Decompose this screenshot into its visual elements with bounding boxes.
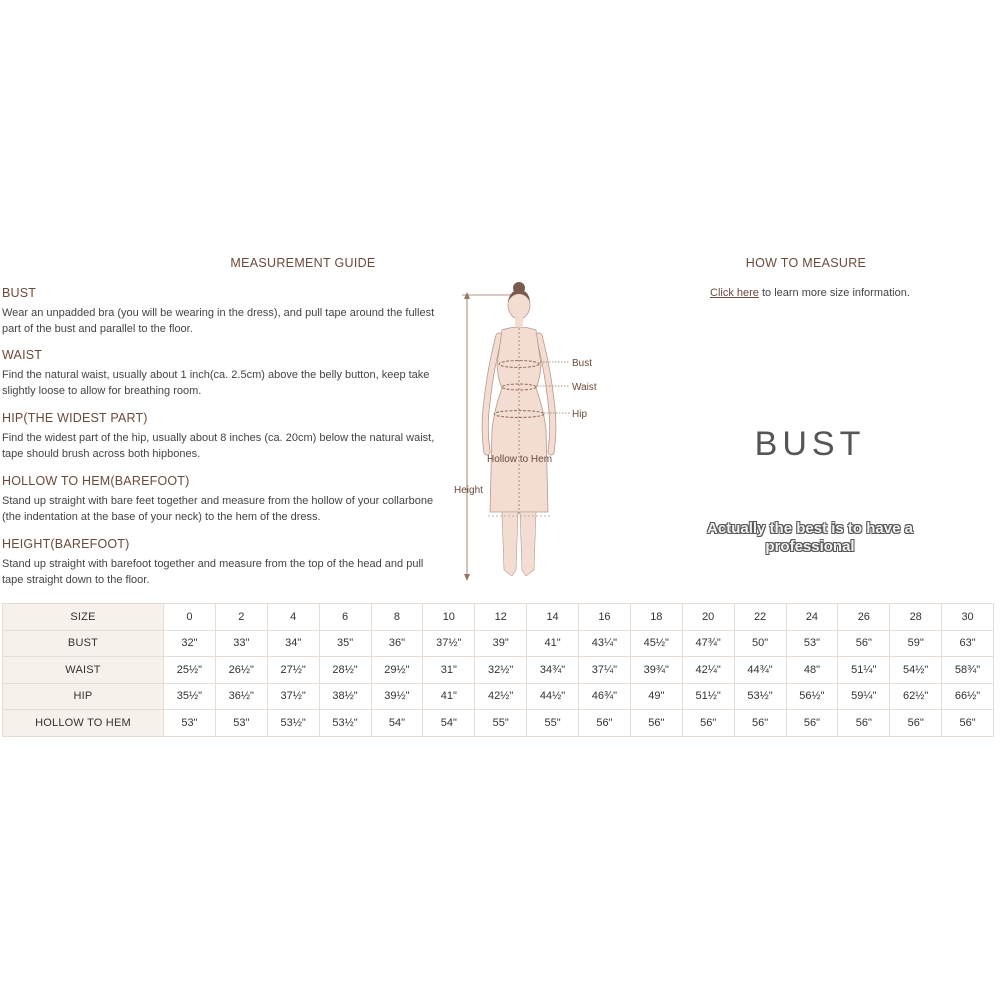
table-cell: 32½" (475, 657, 527, 684)
table-cell: 29½" (371, 657, 423, 684)
table-cell: 63" (942, 630, 994, 657)
table-cell: 36" (371, 630, 423, 657)
table-cell: 66½" (942, 683, 994, 710)
table-cell: 58¾" (942, 657, 994, 684)
guide-heading-waist: WAIST (2, 348, 43, 362)
table-cell: 54½" (890, 657, 942, 684)
table-cell: 48" (786, 657, 838, 684)
table-cell: 46¾" (579, 683, 631, 710)
table-cell: 24 (786, 604, 838, 631)
video-caption-word: BUST (754, 425, 866, 463)
table-cell: 39¾" (630, 657, 682, 684)
figure-label-hip: Hip (572, 409, 588, 420)
table-cell: 39" (475, 630, 527, 657)
guide-heading-hollow-to-hem: HOLLOW TO HEM(BAREFOOT) (2, 474, 190, 488)
table-cell: 49" (630, 683, 682, 710)
table-row-header: SIZE (3, 604, 164, 631)
how-to-measure-text (710, 287, 910, 299)
table-row-header: BUST (3, 630, 164, 657)
guide-heading-hip: HIP(THE WIDEST PART) (2, 411, 148, 425)
guide-section-height (2, 537, 447, 588)
table-cell: 47¾" (682, 630, 734, 657)
table-cell: 55" (527, 710, 579, 737)
table-cell: 37½" (267, 683, 319, 710)
table-cell: 56" (682, 710, 734, 737)
guide-heading-bust: BUST (2, 286, 37, 300)
table-row-header: WAIST (3, 657, 164, 684)
table-cell: 56" (838, 710, 890, 737)
table-cell: 42¼" (682, 657, 734, 684)
table-cell: 2 (215, 604, 267, 631)
figure-label-bust: Bust (572, 358, 593, 369)
table-cell: 54" (423, 710, 475, 737)
table-row (3, 683, 994, 710)
table-cell: 53½" (319, 710, 371, 737)
table-cell: 53" (164, 710, 216, 737)
guide-text-waist: Find the natural waist, usually about 1 inch(ca. 2.5cm) above the belly button, keep take slightly loose to allow for breathing room. (2, 369, 430, 397)
guide-text-hollow-to-hem: Stand up straight with bare feet together and measure from the hollow of your collarbone (the indentation at the base of your neck) to the hem of the dress. (2, 495, 434, 523)
table-cell: 8 (371, 604, 423, 631)
table-cell: 56½" (786, 683, 838, 710)
table-cell: 53" (215, 710, 267, 737)
table-cell: 53½" (267, 710, 319, 737)
table-cell: 20 (682, 604, 734, 631)
table-cell: 22 (734, 604, 786, 631)
table-cell: 56" (630, 710, 682, 737)
table-cell: 53½" (734, 683, 786, 710)
table-row (3, 604, 994, 631)
table-cell: 35" (319, 630, 371, 657)
table-cell: 41" (527, 630, 579, 657)
table-cell: 18 (630, 604, 682, 631)
figure-label-waist: Waist (572, 382, 597, 393)
table-cell: 27½" (267, 657, 319, 684)
table-row-header: HIP (3, 683, 164, 710)
table-row-header: HOLLOW TO HEM (3, 710, 164, 737)
measurement-guide-title: MEASUREMENT GUIDE (230, 256, 376, 270)
table-cell: 6 (319, 604, 371, 631)
figure-label-hollow-to-hem: Hollow to Hem (487, 454, 553, 465)
table-cell: 31" (423, 657, 475, 684)
guide-section-waist (2, 348, 447, 399)
table-cell: 26½" (215, 657, 267, 684)
table-cell: 37½" (423, 630, 475, 657)
table-cell: 35½" (164, 683, 216, 710)
table-cell: 56" (734, 710, 786, 737)
table-cell: 10 (423, 604, 475, 631)
table-cell: 32" (164, 630, 216, 657)
table-cell: 59" (890, 630, 942, 657)
table-cell: 43¼" (579, 630, 631, 657)
table-cell: 12 (475, 604, 527, 631)
size-chart-table (2, 603, 994, 737)
table-cell: 51¼" (838, 657, 890, 684)
table-row (3, 657, 994, 684)
guide-text-bust: Wear an unpadded bra (you will be wearing in the dress), and pull tape around the fullest part of the bust and parallel to the floor. (2, 307, 435, 335)
table-cell: 26 (838, 604, 890, 631)
table-cell: 45½" (630, 630, 682, 657)
table-row (3, 710, 994, 737)
table-cell: 33" (215, 630, 267, 657)
table-cell: 34¾" (527, 657, 579, 684)
table-cell: 56" (942, 710, 994, 737)
table-cell: 16 (579, 604, 631, 631)
guide-section-hollow-to-hem (2, 474, 447, 525)
table-cell: 41" (423, 683, 475, 710)
table-row (3, 630, 994, 657)
guide-text-height: Stand up straight with barefoot together and measure from the top of the head and pull tape straight down to the floor. (2, 558, 424, 586)
guide-section-bust (2, 286, 447, 337)
table-cell: 56" (786, 710, 838, 737)
table-cell: 34" (267, 630, 319, 657)
table-cell: 44¾" (734, 657, 786, 684)
table-cell: 51½" (682, 683, 734, 710)
measurement-figure (440, 280, 630, 590)
how-to-measure-suffix: to learn more size information. (758, 287, 910, 299)
table-cell: 38½" (319, 683, 371, 710)
table-cell: 4 (267, 604, 319, 631)
table-cell: 37¼" (579, 657, 631, 684)
table-cell: 56" (890, 710, 942, 737)
table-cell: 25½" (164, 657, 216, 684)
click-here-link[interactable]: Click here (710, 287, 759, 299)
table-cell: 62½" (890, 683, 942, 710)
table-cell: 36½" (215, 683, 267, 710)
table-cell: 56" (838, 630, 890, 657)
how-to-measure-title: HOW TO MEASURE (745, 256, 867, 270)
guide-section-hip (2, 411, 447, 462)
table-cell: 56" (579, 710, 631, 737)
table-cell: 39½" (371, 683, 423, 710)
table-cell: 50" (734, 630, 786, 657)
table-cell: 28½" (319, 657, 371, 684)
video-subtitle: Actually the best is to have a professional (707, 520, 913, 555)
table-cell: 14 (527, 604, 579, 631)
figure-illustration (440, 280, 630, 590)
guide-heading-height: HEIGHT(BAREFOOT) (2, 537, 130, 551)
table-cell: 54" (371, 710, 423, 737)
figure-label-height: Height (454, 485, 483, 496)
table-cell: 44½" (527, 683, 579, 710)
table-cell: 30 (942, 604, 994, 631)
guide-text-hip: Find the widest part of the hip, usually about 8 inches (ca. 20cm) below the natural waist, tape should brush across both hipbones. (2, 432, 435, 460)
table-cell: 53" (786, 630, 838, 657)
table-cell: 0 (164, 604, 216, 631)
table-cell: 55" (475, 710, 527, 737)
table-cell: 28 (890, 604, 942, 631)
table-cell: 59¼" (838, 683, 890, 710)
table-cell: 42½" (475, 683, 527, 710)
